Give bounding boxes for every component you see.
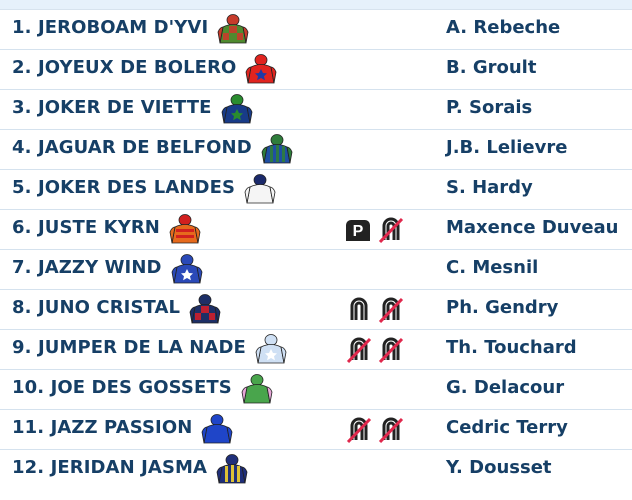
horse-name[interactable] xyxy=(12,177,235,198)
horse-name[interactable] xyxy=(12,297,180,318)
no-shoes-icon xyxy=(377,214,405,248)
runner-row[interactable] xyxy=(0,330,632,370)
jockey-name[interactable]: S. Hardy xyxy=(446,177,533,198)
runner-number: 7. xyxy=(12,257,32,278)
jockey-silk-icon xyxy=(243,172,277,206)
jockey-name[interactable]: Cedric Terry xyxy=(446,417,568,438)
jockey-name[interactable]: Maxence Duveau xyxy=(446,217,619,238)
equipment-badges xyxy=(345,294,405,328)
runner-row[interactable] xyxy=(0,90,632,130)
runner-row[interactable] xyxy=(0,290,632,330)
runner-number: 2. xyxy=(12,57,32,78)
jockey-silk-icon xyxy=(260,132,294,166)
runner-row[interactable] xyxy=(0,450,632,490)
horse-name-text: JEROBOAM D'YVI xyxy=(37,17,209,38)
horse-name[interactable] xyxy=(12,377,232,398)
runner-row[interactable] xyxy=(0,250,632,290)
jockey-silk-icon xyxy=(168,212,202,246)
horse-name-text: JERIDAN JASMA xyxy=(50,457,208,478)
jockey-silk-icon xyxy=(240,372,274,406)
horse-name-text: JUSTE KYRN xyxy=(37,217,160,238)
runner-number: 10. xyxy=(12,377,45,398)
horseshoe-icon xyxy=(345,294,373,328)
horse-name-text: JOKER DE VIETTE xyxy=(37,97,212,118)
svg-text:P: P xyxy=(352,223,364,240)
runner-row[interactable] xyxy=(0,170,632,210)
jockey-silk-icon xyxy=(188,292,222,326)
no-shoes-icon xyxy=(377,334,405,368)
horse-name-text: JOE DES GOSSETS xyxy=(50,377,232,398)
horse-name-text: JAZZY WIND xyxy=(37,257,162,278)
jockey-name[interactable]: Y. Dousset xyxy=(446,457,552,478)
runner-row[interactable] xyxy=(0,130,632,170)
horse-name-text: JOKER DES LANDES xyxy=(37,177,236,198)
jockey-name[interactable]: B. Groult xyxy=(446,57,537,78)
horse-name[interactable] xyxy=(12,257,162,278)
jockey-silk-icon xyxy=(200,412,234,446)
horse-name-text: JOYEUX DE BOLERO xyxy=(37,57,237,78)
horse-name-text: JUMPER DE LA NADE xyxy=(37,337,246,358)
runner-number: 8. xyxy=(12,297,32,318)
blinkers-icon xyxy=(345,214,373,248)
jockey-name[interactable]: Ph. Gendry xyxy=(446,297,559,318)
no-shoes-icon xyxy=(377,414,405,448)
no-shoes-icon xyxy=(345,334,373,368)
jockey-silk-icon xyxy=(254,332,288,366)
runner-number: 3. xyxy=(12,97,32,118)
runner-row[interactable] xyxy=(0,410,632,450)
runner-number: 9. xyxy=(12,337,32,358)
jockey-name[interactable]: C. Mesnil xyxy=(446,257,539,278)
runner-number: 11. xyxy=(12,417,45,438)
jockey-silk-icon xyxy=(215,452,249,486)
horse-name[interactable] xyxy=(12,17,208,38)
horse-name[interactable] xyxy=(12,57,236,78)
runner-number: 5. xyxy=(12,177,32,198)
jockey-name[interactable]: Th. Touchard xyxy=(446,337,577,358)
jockey-name[interactable]: J.B. Lelievre xyxy=(446,137,568,158)
runner-number: 4. xyxy=(12,137,32,158)
runner-row[interactable] xyxy=(0,210,632,250)
jockey-name[interactable]: A. Rebeche xyxy=(446,17,561,38)
jockey-silk-icon xyxy=(244,52,278,86)
runners-table xyxy=(0,9,632,490)
horse-name-text: JAZZ PASSION xyxy=(50,417,193,438)
equipment-badges xyxy=(345,334,405,368)
runner-row[interactable] xyxy=(0,50,632,90)
horse-name[interactable] xyxy=(12,217,160,238)
horse-name[interactable] xyxy=(12,337,246,358)
jockey-silk-icon xyxy=(220,92,254,126)
horse-name[interactable] xyxy=(12,417,192,438)
equipment-badges xyxy=(345,214,405,248)
runner-number: 6. xyxy=(12,217,32,238)
jockey-silk-icon xyxy=(170,252,204,286)
horse-name[interactable] xyxy=(12,137,252,158)
horse-name-text: JUNO CRISTAL xyxy=(37,297,181,318)
jockey-name[interactable]: G. Delacour xyxy=(446,377,565,398)
equipment-badges xyxy=(345,414,405,448)
horse-name[interactable] xyxy=(12,97,212,118)
no-shoes-icon xyxy=(377,294,405,328)
runner-number: 12. xyxy=(12,457,45,478)
horse-name-text: JAGUAR DE BELFOND xyxy=(37,137,252,158)
jockey-silk-icon xyxy=(216,12,250,46)
runner-row[interactable] xyxy=(0,370,632,410)
jockey-name[interactable]: P. Sorais xyxy=(446,97,533,118)
no-shoes-icon xyxy=(345,414,373,448)
top-bar xyxy=(0,0,632,9)
runner-row[interactable] xyxy=(0,10,632,50)
horse-name[interactable] xyxy=(12,457,207,478)
runner-number: 1. xyxy=(12,17,32,38)
